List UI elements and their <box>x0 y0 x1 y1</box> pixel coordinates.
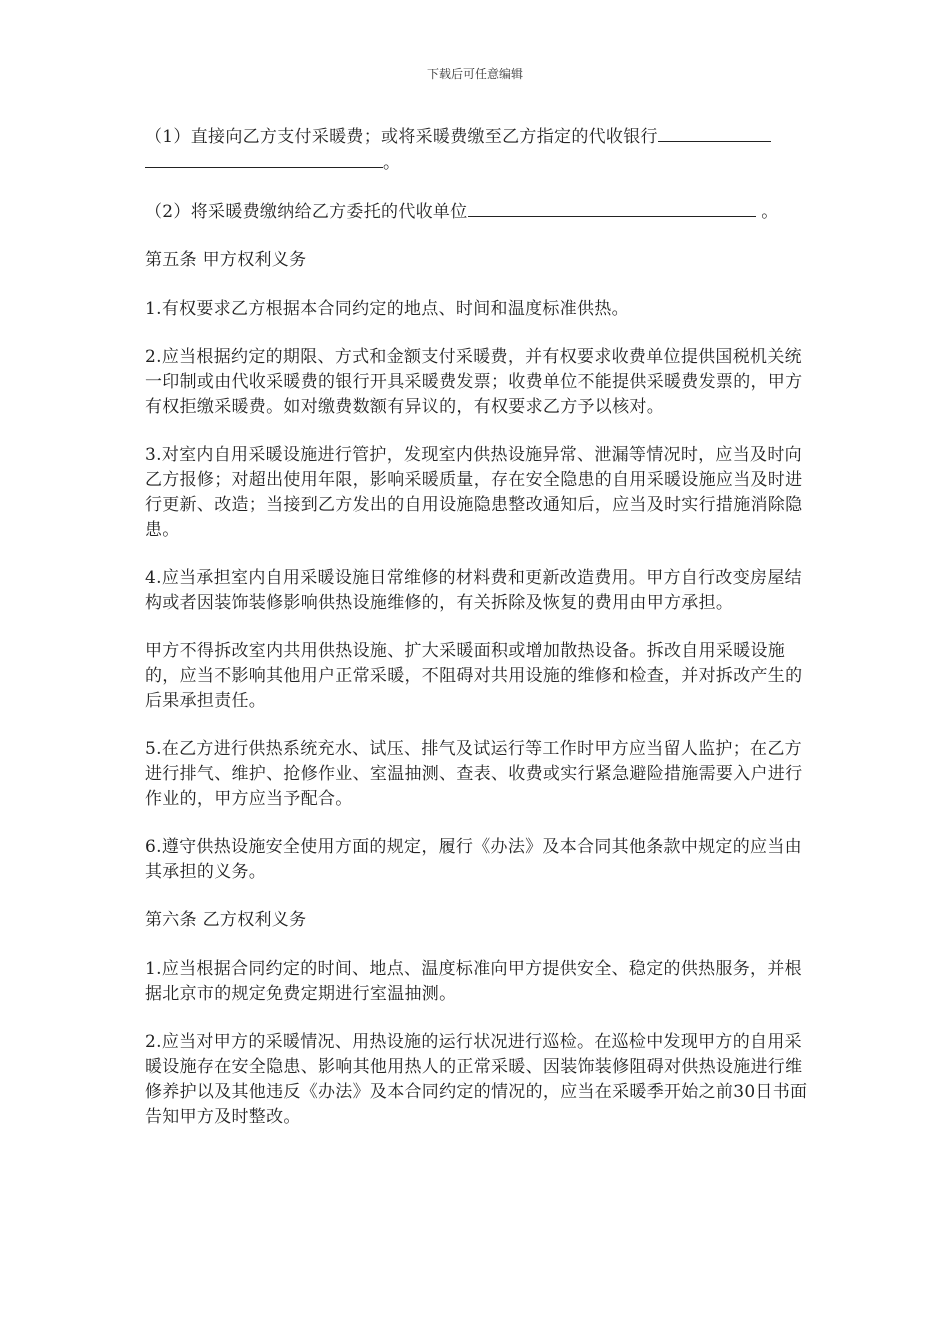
payment-option-1-end: 。 <box>383 153 401 173</box>
document-body <box>145 124 815 1153</box>
page-header: 下载后可任意编辑 <box>426 67 523 81</box>
payment-option-2-text: （2）将采暖费缴纳给乙方委托的代收单位 <box>145 202 468 222</box>
bank-blank-line-1 <box>658 124 771 142</box>
payment-option-1-text: （1）直接向乙方支付采暖费；或将采暖费缴至乙方指定的代收银行 <box>145 127 658 147</box>
article-5-clause-2: 2.应当根据约定的期限、方式和金额支付采暖费，并有权要求收费单位提供国税机关统一印制或由代收采暖费的银行开具采暖费发票；收费单位不能提供采暖费发票的，甲方有权拒缴采暖费。如对缴费数额有异议的，有权要求乙方予以核对。 <box>145 347 803 417</box>
article-5-clause-4: 4.应当承担室内自用采暖设施日常维修的材料费和更新改造费用。甲方自行改变房屋结构或者因装饰装修影响供热设施维修的，有关拆除及恢复的费用由甲方承担。 <box>145 568 802 613</box>
bank-blank-line-2 <box>145 150 383 168</box>
payment-option-1 <box>145 124 815 176</box>
article-5-clause-6: 6.遵守供热设施安全使用方面的规定，履行《办法》及本合同其他条款中规定的应当由其承担的义务。 <box>145 837 802 882</box>
agent-blank-line <box>468 199 756 217</box>
payment-option-2 <box>145 199 815 225</box>
article-5-clause-5: 5.在乙方进行供热系统充水、试压、排气及试运行等工作时甲方应当留人监护；在乙方进行排气、维护、抢修作业、室温抽测、查表、收费或实行紧急避险措施需要入户进行作业的，甲方应当予配合。 <box>145 739 803 809</box>
article-5-clause-3: 3.对室内自用采暖设施进行管护，发现室内供热设施异常、泄漏等情况时，应当及时向乙方报修；对超出使用年限，影响采暖质量，存在安全隐患的自用采暖设施应当及时进行更新、改造；当接到乙方发出的自用设施隐患整改通知后，应当及时实行措施消除隐患。 <box>145 445 803 540</box>
article-6-clause-1: 1.应当根据合同约定的时间、地点、温度标准向甲方提供安全、稳定的供热服务，并根据北京市的规定免费定期进行室温抽测。 <box>145 959 802 1004</box>
payment-option-2-end: 。 <box>755 202 779 222</box>
article-5-clause-4-supplement: 甲方不得拆改室内共用供热设施、扩大采暖面积或增加散热设备。拆改自用采暖设施的，应当不影响其他用户正常采暖，不阻碍对共用设施的维修和检查，并对拆改产生的后果承担责任。 <box>145 641 803 711</box>
article-5-clause-1: 1.有权要求乙方根据本合同约定的地点、时间和温度标准供热。 <box>145 299 629 319</box>
article-6-clause-2: 2.应当对甲方的采暖情况、用热设施的运行状况进行巡检。在巡检中发现甲方的自用采暖设施存在安全隐患、影响其他用热人的正常采暖、因装饰装修阻碍对供热设施进行维修养护以及其他违反《办法》及本合同约定的情况的，应当在采暖季开始之前30日书面告知甲方及时整改。 <box>145 1032 808 1127</box>
article-6-title: 第六条 乙方权利义务 <box>145 910 307 930</box>
article-5-title: 第五条 甲方权利义务 <box>145 250 307 270</box>
